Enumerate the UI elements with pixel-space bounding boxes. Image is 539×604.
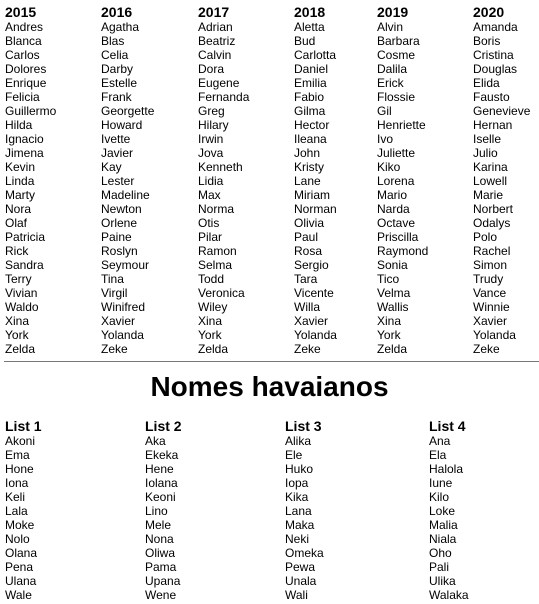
list-heading: List 2 [145,418,182,434]
storm-name: Priscilla [377,230,419,244]
storm-name: Carlotta [294,48,337,62]
name-list [429,434,469,602]
storm-name: Carlos [5,48,40,62]
storm-name: Calvin [198,48,232,62]
section-divider [4,361,539,362]
name-list [101,20,154,356]
storm-name: Xavier [101,314,136,328]
storm-name: Terry [5,272,32,286]
storm-name: York [198,328,222,342]
storm-name: Pama [145,560,177,574]
storm-name: Odalys [473,216,511,230]
storm-name: Malia [429,518,458,532]
list-heading: List 3 [285,418,322,434]
storm-name: Gil [377,104,392,118]
storm-name: Seymour [101,258,150,272]
list-heading: List 1 [5,418,42,434]
storm-name: Iselle [473,132,502,146]
storm-name: Hene [145,462,174,476]
name-list [473,20,530,356]
storm-name: Xina [198,314,223,328]
storm-name: Olivia [294,216,325,230]
storm-name: Douglas [473,62,518,76]
year-column-2019 [377,4,428,356]
storm-name: Greg [198,104,225,118]
storm-name: Nora [5,202,32,216]
storm-name: Vicente [294,286,334,300]
storm-name: Dora [198,62,225,76]
storm-name: Jova [198,146,224,160]
storm-name: Dalila [377,62,408,76]
storm-name: Olaf [5,216,28,230]
storm-name: Irwin [198,132,224,146]
storm-name: Ele [285,448,303,462]
storm-name: Sergio [294,258,329,272]
storm-name: Zeke [294,342,321,356]
storm-name: Flossie [377,90,416,104]
storm-name: Wene [145,588,177,602]
storm-name: Tina [101,272,124,286]
storm-name: Raymond [377,244,429,258]
storm-name: Boris [473,34,501,48]
storm-name: Maka [285,518,315,532]
storm-name: Rachel [473,244,511,258]
storm-name: Marie [473,188,504,202]
storm-name: Polo [473,230,498,244]
year-column-2020 [473,4,530,356]
storm-name: Hernan [473,118,513,132]
storm-name: Adrian [198,20,233,34]
storm-name: Patricia [5,230,46,244]
storm-name: Hilary [198,118,229,132]
name-list [294,20,337,356]
storm-name: Newton [101,202,142,216]
storm-name: Omeka [285,546,324,560]
storm-name: Ema [5,448,30,462]
storm-name: Octave [377,216,416,230]
storm-name: Cristina [473,48,514,62]
storm-name: Lowell [473,174,508,188]
storm-name: Georgette [101,104,155,118]
storm-name: Aletta [294,20,325,34]
storm-name: Linda [5,174,35,188]
storm-name: Paine [101,230,132,244]
storm-name: Unala [285,574,317,588]
storm-name: Niala [429,532,457,546]
name-list [5,20,56,356]
storm-name: Veronica [198,286,245,300]
storm-name: Velma [377,286,411,300]
storm-name: Juliette [377,146,416,160]
storm-name: Norbert [473,202,514,216]
storm-name: Selma [198,258,233,272]
storm-name: Marty [5,188,35,202]
storm-name: Huko [285,462,314,476]
storm-name: Sandra [5,258,44,272]
storm-name: Andres [5,20,44,34]
storm-name: Emilia [294,76,327,90]
storm-name: Tico [377,272,400,286]
storm-name: Simon [473,258,508,272]
storm-name: Yolanda [294,328,337,342]
storm-name: Enrique [5,76,47,90]
storm-name: Ignacio [5,132,44,146]
storm-name: Wallis [377,300,409,314]
storm-name: Yolanda [473,328,516,342]
storm-name: Cosme [377,48,416,62]
storm-name: Roslyn [101,244,138,258]
year-column-2017 [198,4,249,356]
storm-name: Kilo [429,490,450,504]
storm-name: Fernanda [198,90,250,104]
storm-name: Iona [5,476,29,490]
name-list [285,434,324,602]
name-list [145,434,182,602]
storm-name: Iolana [145,476,178,490]
storm-name: Fausto [473,90,510,104]
storm-name: Kay [101,160,122,174]
storm-name: Xavier [473,314,508,328]
storm-name: Keli [5,490,26,504]
storm-name: Amanda [473,20,518,34]
storm-name: Winnie [473,300,510,314]
storm-name: Zelda [377,342,408,356]
storm-name: Ana [429,434,451,448]
storm-name: Norman [294,202,337,216]
storm-name: Ekeka [145,448,179,462]
storm-name: Narda [377,202,410,216]
storm-name: Pali [429,560,450,574]
storm-name: Erick [377,76,404,90]
storm-name: Ela [429,448,447,462]
storm-name: Lane [294,174,321,188]
storm-name: Zelda [5,342,36,356]
storm-name: Upana [145,574,181,588]
year-heading: 2019 [377,4,409,20]
storm-name: Ulika [429,574,456,588]
storm-name: Kenneth [198,160,243,174]
storm-name: Xina [5,314,30,328]
storm-name: Ivette [101,132,131,146]
year-heading: 2020 [473,4,505,20]
storm-name: Halola [429,462,464,476]
year-column-2018 [294,4,337,356]
name-list [5,434,42,602]
storm-name: York [5,328,29,342]
storm-name: Lana [285,504,312,518]
storm-name: Hector [294,118,330,132]
storm-name: Zelda [198,342,229,356]
storm-name: Wiley [198,300,228,314]
storm-name: Ileana [294,132,327,146]
storm-name: Keoni [145,490,176,504]
storm-name: Waldo [5,300,39,314]
storm-name: Madeline [101,188,150,202]
storm-name: Ramon [198,244,237,258]
name-list [377,20,428,356]
storm-name: Oliwa [145,546,176,560]
storm-name: Blas [101,34,125,48]
storm-name: Pena [5,560,34,574]
storm-name: Pewa [285,560,316,574]
storm-name: Todd [198,272,225,286]
storm-name: Lino [145,504,168,518]
storm-name: Elida [473,76,500,90]
storm-name: Xavier [294,314,329,328]
storm-name: Paul [294,230,319,244]
storm-name: Ivo [377,132,394,146]
storm-name: Hone [5,462,34,476]
storm-name: Zeke [473,342,500,356]
storm-name: Henriette [377,118,426,132]
storm-name: Trudy [473,272,504,286]
storm-name: Rick [5,244,29,258]
storm-name: Orlene [101,216,138,230]
storm-name: Dolores [5,62,47,76]
storm-name: Neki [285,532,310,546]
storm-name: Iopa [285,476,309,490]
year-heading: 2016 [101,4,133,20]
storm-name: Julio [473,146,498,160]
storm-name: Beatriz [198,34,236,48]
storm-name: Kiko [377,160,401,174]
hawaiian-names-title: Nomes havaianos [150,371,389,402]
storm-name: Walaka [429,588,469,602]
storm-name: Zeke [101,342,128,356]
hawaiian-list-column-1 [5,418,42,602]
storm-name: Felicia [5,90,40,104]
storm-name: Norma [198,202,235,216]
storm-name: Tara [294,272,318,286]
year-heading: 2017 [198,4,230,20]
storm-name: Wali [285,588,308,602]
storm-name: Miriam [294,188,330,202]
storm-name: Guillermo [5,104,57,118]
storm-name: Alvin [377,20,404,34]
storm-name: Kristy [294,160,324,174]
storm-name: Alika [285,434,312,448]
storm-name: Aka [145,434,166,448]
storm-name: Nona [145,532,174,546]
storm-name: Vivian [5,286,38,300]
storm-name: Barbara [377,34,420,48]
list-heading: List 4 [429,418,466,434]
storm-name: Xina [377,314,402,328]
storm-name: Lester [101,174,135,188]
storm-name: Karina [473,160,508,174]
storm-name: John [294,146,321,160]
year-column-2015 [5,4,56,356]
storm-name: Celia [101,48,129,62]
storm-name: Blanca [5,34,42,48]
storm-name: Daniel [294,62,329,76]
storm-name: Javier [101,146,134,160]
storm-name: Agatha [101,20,140,34]
storm-name: Moke [5,518,35,532]
storm-name: Mele [145,518,172,532]
storm-name: Lorena [377,174,415,188]
storm-name: Oho [429,546,452,560]
storm-name: Nolo [5,532,30,546]
storm-name: Mario [377,188,408,202]
storm-name: Akoni [5,434,36,448]
storm-name: Willa [294,300,320,314]
name-list [198,20,249,356]
storm-name: Yolanda [101,328,144,342]
year-heading: 2015 [5,4,37,20]
storm-name: Vance [473,286,507,300]
storm-name: Otis [198,216,220,230]
storm-name: Eugene [198,76,240,90]
storm-name: Kevin [5,160,36,174]
storm-name: Lala [5,504,28,518]
year-column-2016 [101,4,154,356]
storm-name: Wale [5,588,32,602]
storm-name: York [377,328,401,342]
hawaiian-list-column-2 [145,418,182,602]
storm-name: Bud [294,34,316,48]
storm-name: Estelle [101,76,138,90]
storm-name: Sonia [377,258,408,272]
storm-name: Rosa [294,244,323,258]
storm-name: Frank [101,90,132,104]
storm-name: Darby [101,62,134,76]
hawaiian-list-column-3 [285,418,324,602]
storm-name: Gilma [294,104,326,118]
storm-name: Kika [285,490,309,504]
storm-name: Loke [429,504,456,518]
storm-name: Jimena [5,146,44,160]
year-heading: 2018 [294,4,326,20]
storm-name: Pilar [198,230,223,244]
storm-name: Olana [5,546,38,560]
storm-name: Ulana [5,574,37,588]
storm-name: Lidia [198,174,224,188]
storm-name: Genevieve [473,104,531,118]
storm-name: Fabio [294,90,325,104]
storm-name: Hilda [5,118,33,132]
hawaiian-list-column-4 [429,418,469,602]
storm-name: Iune [429,476,453,490]
storm-name: Virgil [101,286,128,300]
storm-name: Winifred [101,300,146,314]
storm-name: Max [198,188,221,202]
storm-name: Howard [101,118,143,132]
